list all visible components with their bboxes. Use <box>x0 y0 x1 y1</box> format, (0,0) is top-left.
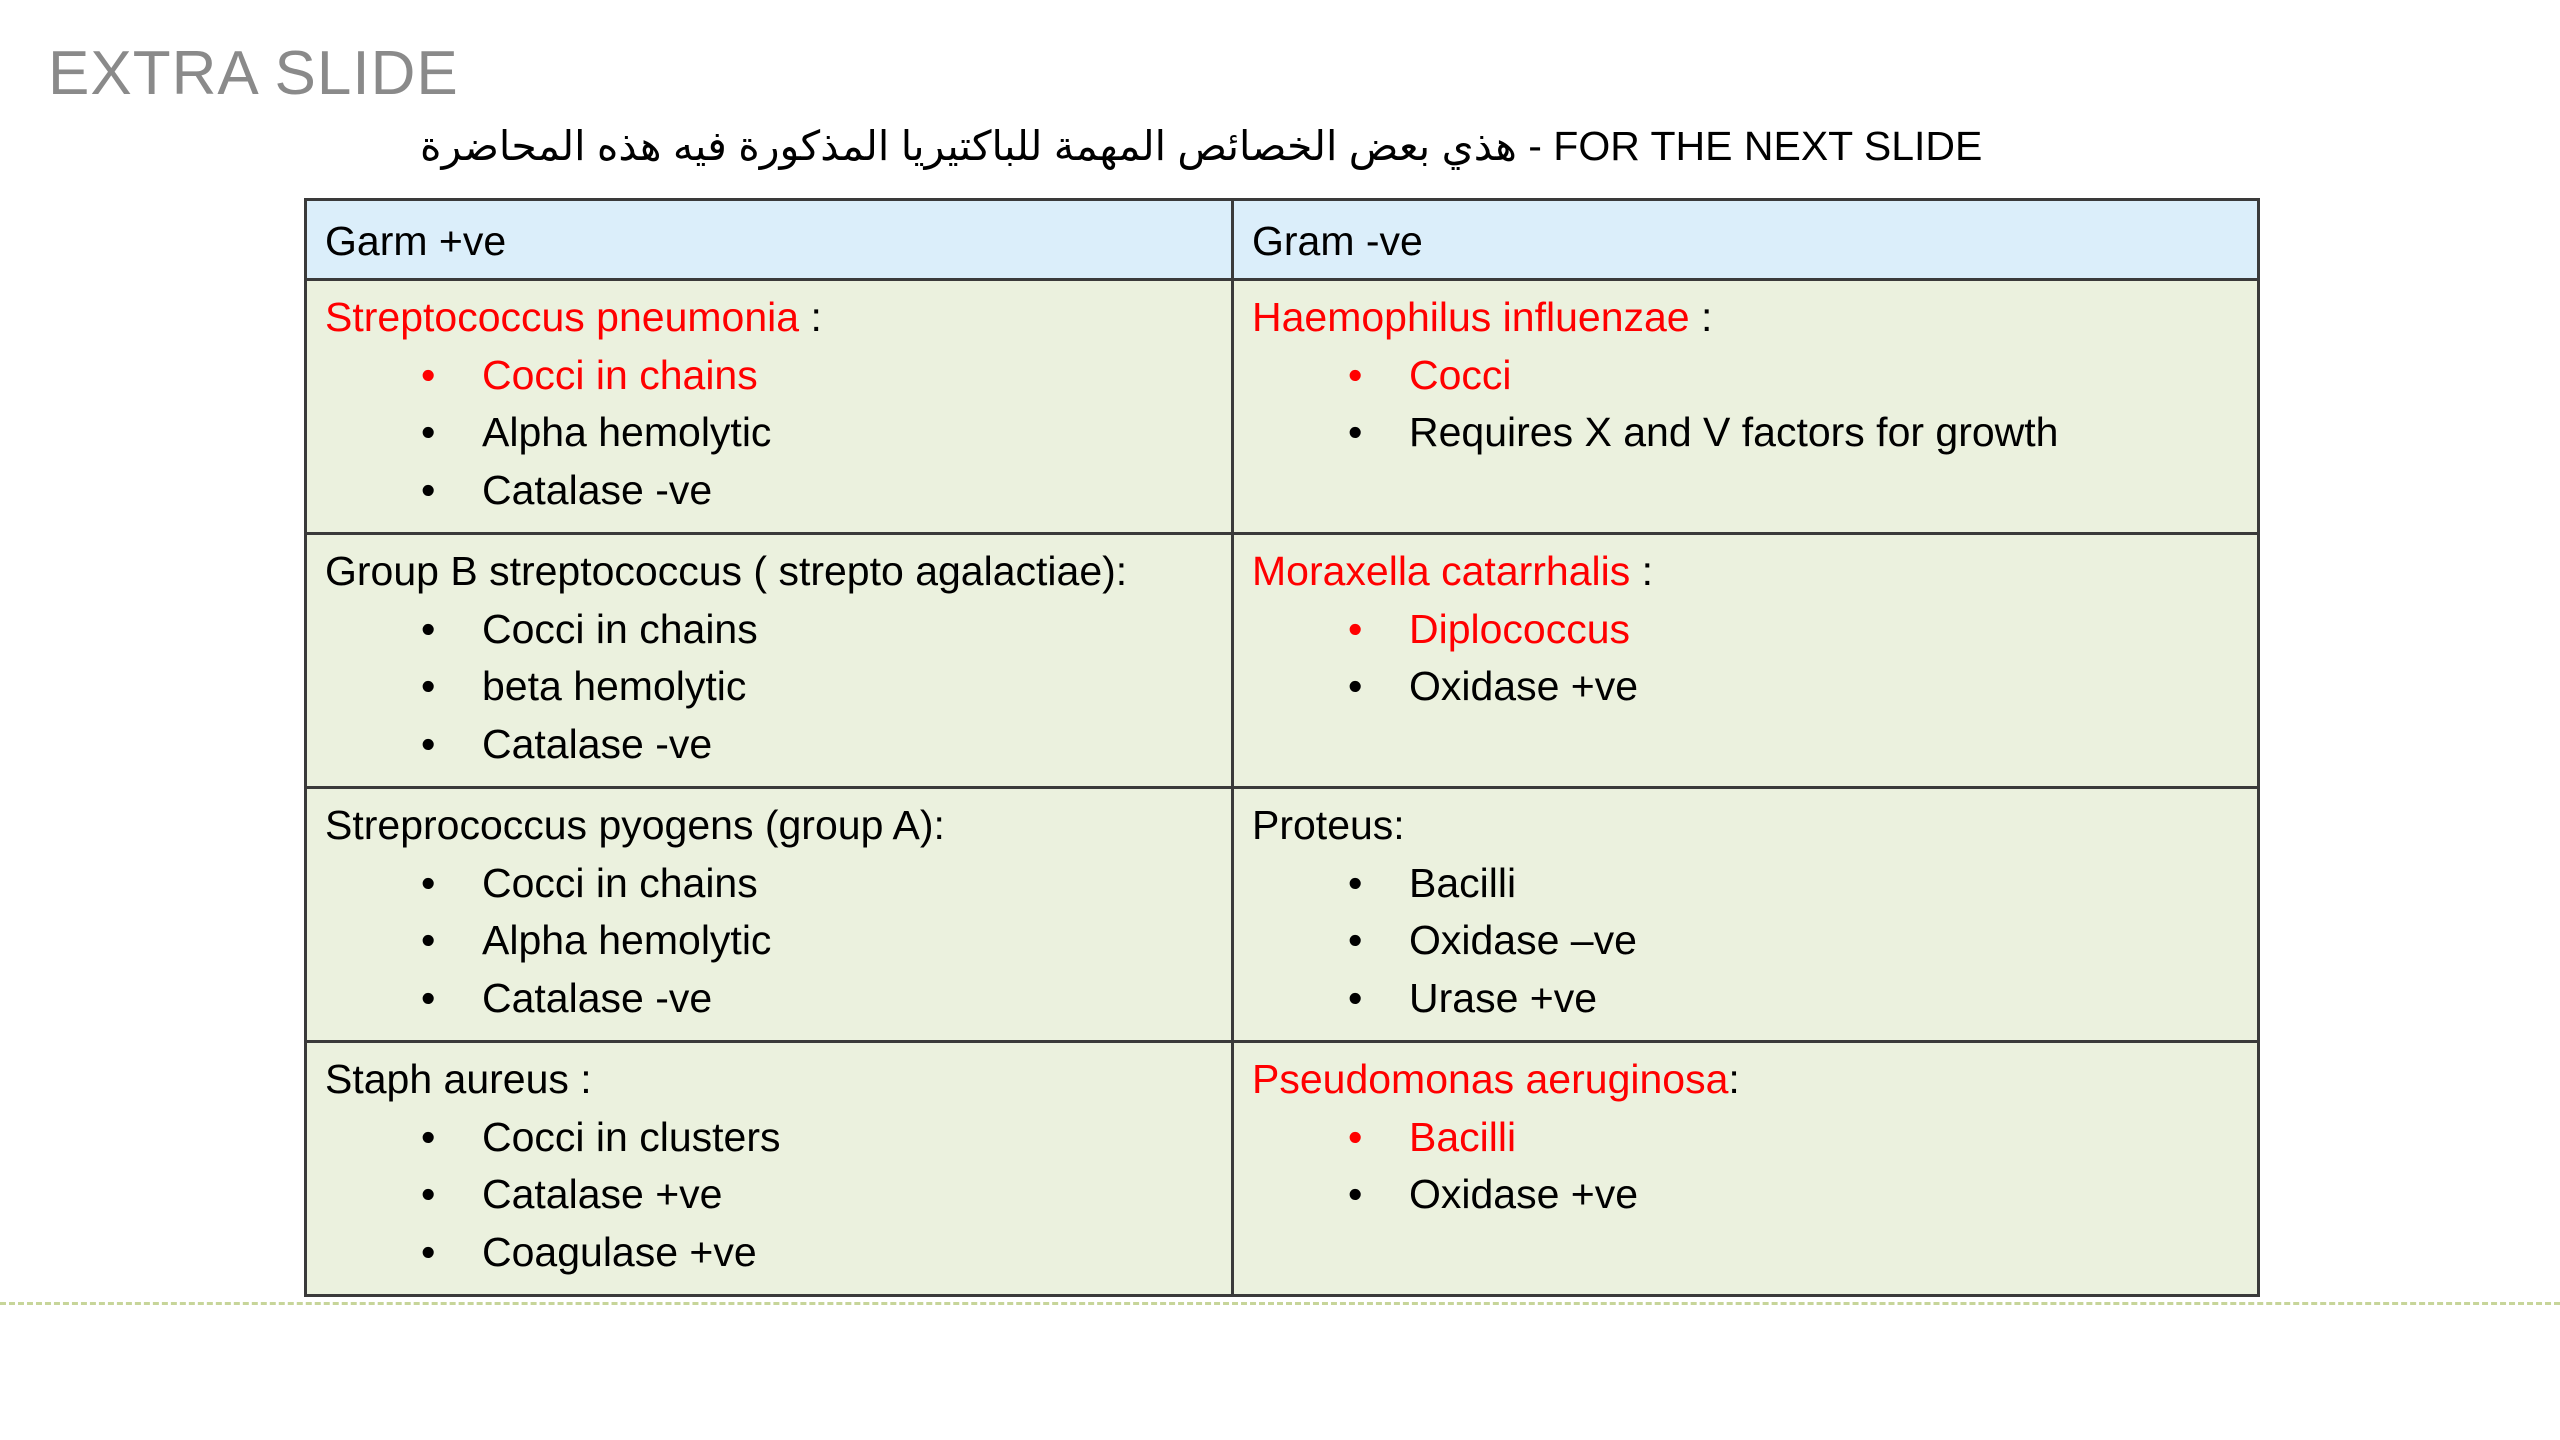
list-item <box>325 347 1213 405</box>
characteristics-list <box>325 601 1213 774</box>
characteristic-text: Urase +ve <box>1409 974 1598 1021</box>
bacteria-comparison-table <box>304 198 2260 1297</box>
list-item <box>1252 1166 2239 1224</box>
characteristic-text: Cocci in chains <box>482 605 758 652</box>
list-item <box>325 1109 1213 1167</box>
bullet-icon: • <box>1348 409 1363 455</box>
characteristic-text: Alpha hemolytic <box>482 409 772 455</box>
table-row <box>306 280 2259 534</box>
organism-heading-suffix: : <box>1728 1056 1740 1102</box>
organism-heading <box>1252 543 2239 601</box>
characteristics-list <box>1252 347 2239 462</box>
organism-heading <box>325 289 1213 347</box>
list-item <box>325 912 1213 970</box>
footer-divider <box>0 1302 2560 1305</box>
characteristics-list <box>325 347 1213 520</box>
list-item <box>325 658 1213 716</box>
characteristic-text: Cocci in chains <box>482 859 758 906</box>
bullet-icon: • <box>1348 605 1363 652</box>
list-item <box>1252 912 2239 970</box>
organism-heading <box>1252 1051 2239 1109</box>
organism-heading <box>1252 797 2239 855</box>
bullet-icon: • <box>421 663 436 709</box>
characteristic-text: Cocci in chains <box>482 351 758 398</box>
characteristic-text: Requires X and V factors for growth <box>1409 409 2059 455</box>
characteristics-list <box>1252 601 2239 716</box>
header-gram-positive: Garm +ve <box>306 200 1233 280</box>
organism-name: Group B streptococcus ( strepto agalactiae): <box>325 548 1128 594</box>
organism-heading-suffix: : <box>1630 548 1654 594</box>
table-row <box>306 1042 2259 1296</box>
list-item <box>325 404 1213 462</box>
list-item <box>1252 1109 2239 1167</box>
bullet-icon: • <box>421 605 436 652</box>
table-body <box>306 280 2259 1296</box>
list-item <box>1252 347 2239 405</box>
gram-negative-cell <box>1233 1042 2259 1296</box>
gram-negative-cell <box>1233 280 2259 534</box>
organism-name: Pseudomonas aeruginosa <box>1252 1056 1729 1102</box>
table-row <box>306 788 2259 1042</box>
characteristic-text: beta hemolytic <box>482 663 747 709</box>
table-header-row <box>306 200 2259 280</box>
gram-negative-cell <box>1233 534 2259 788</box>
characteristics-list <box>1252 855 2239 1028</box>
list-item <box>325 601 1213 659</box>
characteristic-text: Bacilli <box>1409 859 1517 906</box>
characteristic-text: Oxidase +ve <box>1409 663 1639 709</box>
bullet-icon: • <box>1348 974 1363 1021</box>
characteristic-text: Catalase -ve <box>482 720 713 767</box>
characteristics-list <box>325 1109 1213 1282</box>
list-item <box>1252 658 2239 716</box>
list-item <box>325 855 1213 913</box>
bullet-icon: • <box>421 720 436 767</box>
list-item <box>325 1224 1213 1282</box>
bullet-icon: • <box>1348 663 1363 709</box>
slide-title: EXTRA SLIDE <box>48 39 459 108</box>
characteristic-text: Cocci <box>1409 351 1512 398</box>
organism-heading <box>325 543 1213 601</box>
characteristic-text: Cocci in clusters <box>482 1113 781 1160</box>
bacteria-comparison-table-container <box>304 198 2257 1297</box>
list-item <box>1252 601 2239 659</box>
list-item <box>1252 970 2239 1028</box>
characteristic-text: Bacilli <box>1409 1113 1517 1160</box>
bullet-icon: • <box>421 1171 436 1217</box>
table-row <box>306 534 2259 788</box>
list-item <box>325 462 1213 520</box>
slide-subtitle: هذي بعض الخصائص المهمة للباكتيريا المذكورة فيه هذه المحاضرة - FOR THE NEXT SLIDE <box>420 123 1983 169</box>
organism-name: Staph aureus : <box>325 1056 592 1102</box>
gram-negative-cell <box>1233 788 2259 1042</box>
bullet-icon: • <box>1348 351 1363 398</box>
gram-positive-cell <box>306 280 1233 534</box>
organism-name: Proteus: <box>1252 802 1405 848</box>
list-item <box>325 1166 1213 1224</box>
bullet-icon: • <box>421 1228 436 1275</box>
bullet-icon: • <box>1348 859 1363 906</box>
organism-heading-suffix: : <box>799 294 822 340</box>
characteristic-text: Diplococcus <box>1409 605 1631 652</box>
gram-positive-cell <box>306 534 1233 788</box>
list-item <box>325 716 1213 774</box>
list-item <box>1252 404 2239 462</box>
bullet-icon: • <box>1348 1171 1363 1217</box>
characteristic-text: Catalase -ve <box>482 974 713 1021</box>
organism-name: Haemophilus influenzae <box>1252 294 1690 340</box>
characteristics-list <box>325 855 1213 1028</box>
organism-name: Streprococcus pyogens (group A): <box>325 802 945 848</box>
organism-name: Streptococcus pneumonia <box>325 294 800 340</box>
list-item <box>325 970 1213 1028</box>
characteristic-text: Coagulase +ve <box>482 1228 757 1275</box>
bullet-icon: • <box>421 974 436 1021</box>
organism-heading <box>325 1051 1213 1109</box>
bullet-icon: • <box>1348 917 1363 963</box>
bullet-icon: • <box>421 1113 436 1160</box>
bullet-icon: • <box>421 466 436 513</box>
bullet-icon: • <box>421 409 436 455</box>
organism-heading <box>325 797 1213 855</box>
organism-heading <box>1252 289 2239 347</box>
list-item <box>1252 855 2239 913</box>
organism-heading-suffix: : <box>1689 294 1713 340</box>
characteristic-text: Oxidase –ve <box>1409 917 1637 963</box>
bullet-icon: • <box>1348 1113 1363 1160</box>
organism-name: Moraxella catarrhalis <box>1252 548 1631 594</box>
characteristic-text: Alpha hemolytic <box>482 917 772 963</box>
bullet-icon: • <box>421 859 436 906</box>
characteristic-text: Catalase +ve <box>482 1171 723 1217</box>
header-gram-negative: Gram -ve <box>1233 200 2259 280</box>
characteristic-text: Catalase -ve <box>482 466 713 513</box>
characteristic-text: Oxidase +ve <box>1409 1171 1639 1217</box>
bullet-icon: • <box>421 351 436 398</box>
characteristics-list <box>1252 1109 2239 1224</box>
gram-positive-cell <box>306 1042 1233 1296</box>
bullet-icon: • <box>421 917 436 963</box>
gram-positive-cell <box>306 788 1233 1042</box>
